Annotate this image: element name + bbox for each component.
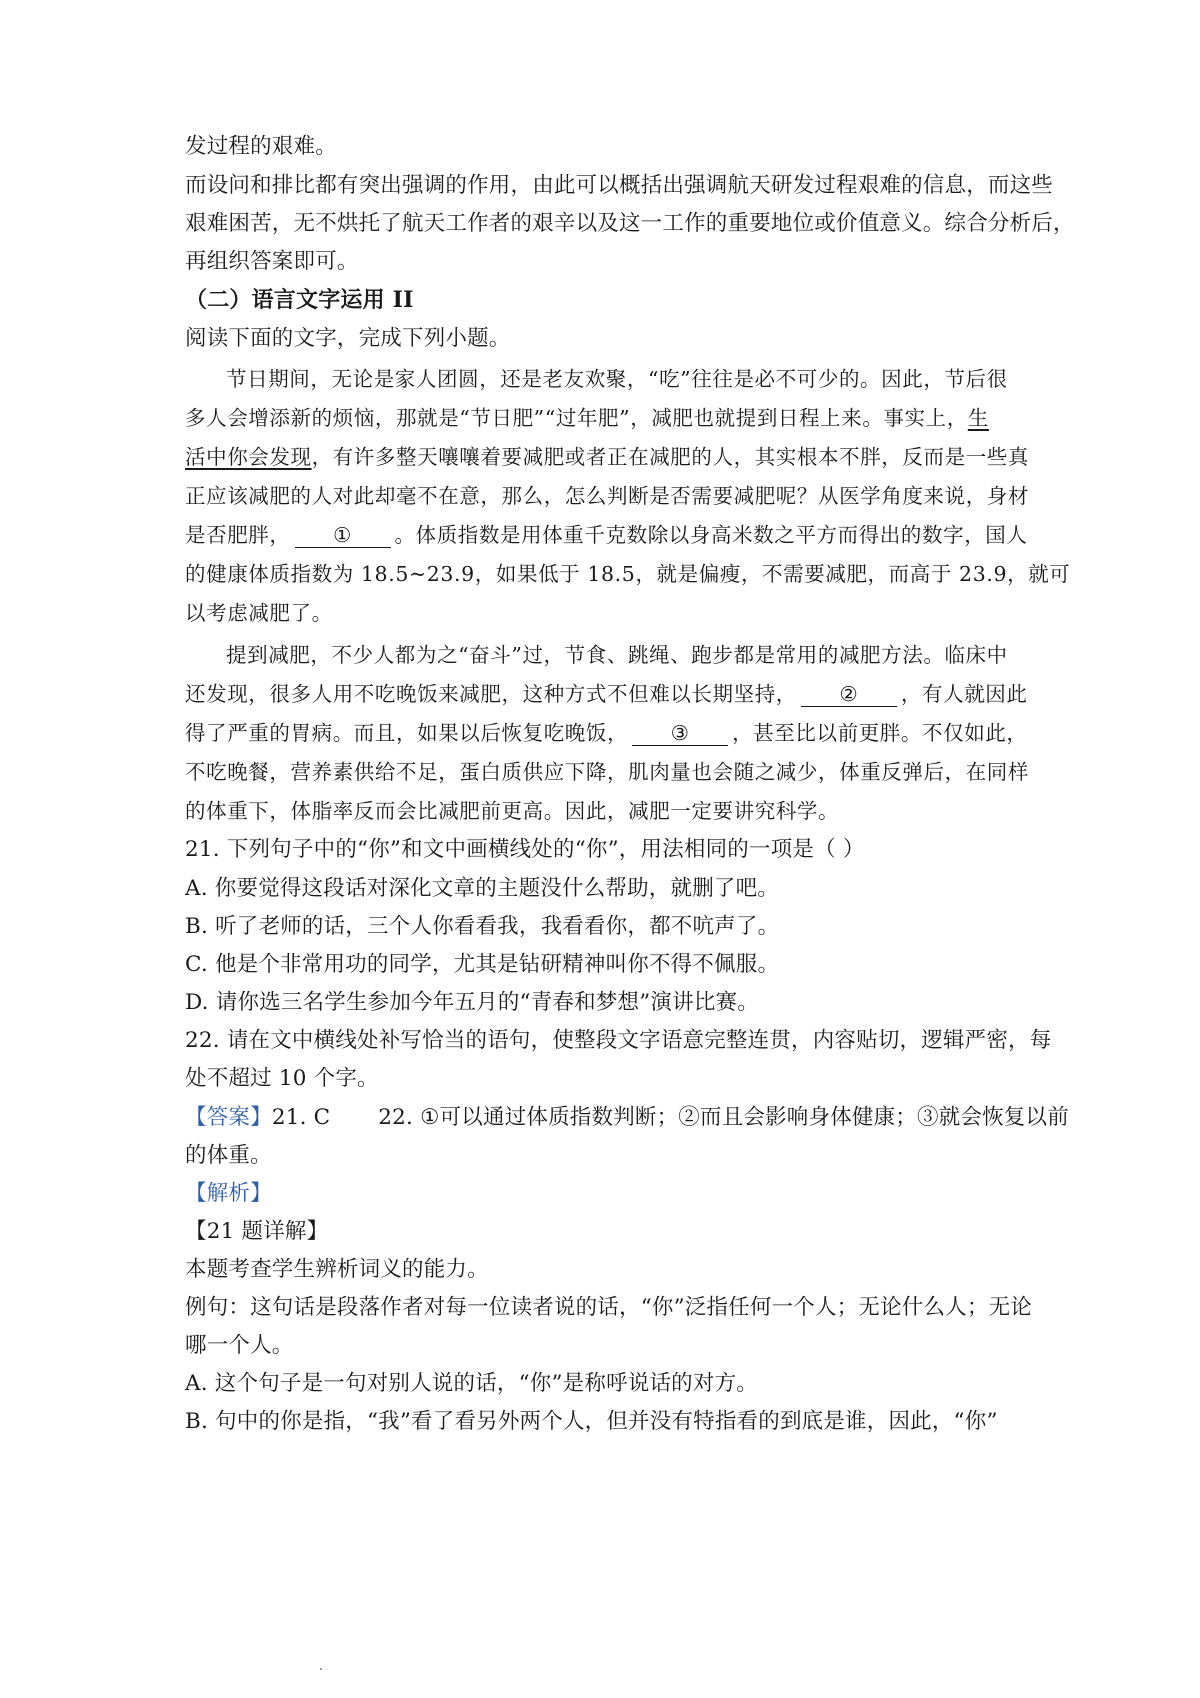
passage-text: 得了严重的胃病。而且，如果以后恢复吃晚饭，	[185, 721, 629, 745]
passage-text: 是否肥胖，	[185, 523, 291, 547]
page-speck	[320, 1668, 322, 1670]
question-22-stem: 22. 请在文中横线处补写恰当的语句，使整段文字语意完整连贯，内容贴切，逻辑严密，每	[185, 1028, 1052, 1053]
question-21-stem: 21. 下列句子中的“你”和文中画横线处的“你”，用法相同的一项是（ ）	[185, 837, 865, 862]
passage-line: 以考虑减肥了。	[185, 601, 333, 625]
passage-line	[185, 718, 1028, 748]
answer-line	[185, 1103, 1069, 1133]
passage-line: 的体重下，体脂率反而会比减肥前更高。因此，减肥一定要讲究科学。	[185, 799, 840, 823]
section-title: （二）语言文字运用 II	[185, 287, 414, 313]
fill-blank-1: ①	[295, 523, 391, 548]
passage-line	[185, 403, 989, 433]
question-22-stem-cont: 处不超过 10 个字。	[185, 1066, 379, 1091]
underlined-phrase: 生	[967, 406, 989, 430]
analysis-tag: 【解析】	[185, 1181, 272, 1206]
passage-text: ，甚至比以前更胖。不仅如此，	[732, 721, 1028, 745]
underlined-phrase: 活中你会发现	[185, 445, 312, 469]
answer-line-cont: 的体重。	[185, 1143, 272, 1168]
passage-line: 正应该减肥的人对此却毫不在意，那么，怎么判断是否需要减肥呢？从医学角度来说，身材	[185, 484, 1029, 508]
instruction-text: 阅读下面的文字，完成下列小题。	[185, 326, 511, 351]
analysis-line: 哪一个人。	[185, 1333, 294, 1358]
passage-line: 提到减肥，不少人都为之“奋斗”过，节食、跳绳、跑步都是常用的减肥方法。临床中	[226, 643, 1008, 667]
option-a: A. 你要觉得这段话对深化文章的主题没什么帮助，就删了吧。	[185, 876, 779, 901]
passage-line	[185, 520, 1028, 550]
analysis-line: 本题考查学生辨析词义的能力。	[185, 1257, 489, 1282]
passage-text: 。体质指数是用体重千克数除以身高米数之平方而得出的数字，国人	[394, 523, 1028, 547]
passage-line: 节日期间，无论是家人团圆，还是老友欢聚，“吃”往往是必不可少的。因此，节后很	[226, 367, 1008, 391]
text-line: 再组织答案即可。	[185, 249, 359, 274]
answer-21: 21. C	[271, 1105, 331, 1130]
passage-text: 多人会增添新的烦恼，那就是“节日肥”“过年肥”，减肥也就提到日程上来。事实上，	[185, 406, 968, 430]
analysis-line: B. 句中的你是指，“我”看了看另外两个人，但并没有特指看的到底是谁，因此，“你”	[185, 1409, 998, 1434]
passage-line: 的健康体质指数为 18.5~23.9，如果低于 18.5，就是偏瘦，不需要减肥，而高于 23.9，就可	[185, 562, 1071, 586]
text-line: 艰难困苦，无不烘托了航天工作者的艰辛以及这一工作的重要地位或价值意义。综合分析后，	[185, 211, 1075, 236]
passage-line: 不吃晚餐，营养素供给不足，蛋白质供应下降，肌肉量也会随之减少，体重反弹后，在同样	[185, 760, 1029, 784]
passage-line	[185, 679, 1028, 709]
option-c: C. 他是个非常用功的同学，尤其是钻研精神叫你不得不佩服。	[185, 952, 780, 977]
passage-text: ，有许多整天嚷嚷着要减肥或者正在减肥的人，其实根本不胖，反而是一些真	[311, 445, 1030, 469]
answer-22: 22. ①可以通过体质指数判断；②而且会影响身体健康；③就会恢复以前	[378, 1105, 1069, 1130]
text-line: 而设问和排比都有突出强调的作用，由此可以概括出强调航天研发过程艰难的信息，而这些	[185, 173, 1054, 198]
option-b: B. 听了老师的话，三个人你看看我，我看看你，都不吭声了。	[185, 914, 780, 939]
answer-tag: 【答案】	[185, 1105, 272, 1130]
passage-text: 还发现，很多人用不吃晚饭来减肥，这种方式不但难以长期坚持，	[185, 682, 797, 706]
analysis-line: 例句：这句话是段落作者对每一位读者说的话，“你”泛指任何一个人；无论什么人；无论	[185, 1295, 1032, 1320]
fill-blank-3: ③	[632, 721, 728, 746]
passage-text: ，有人就因此	[900, 682, 1028, 706]
fill-blank-2: ②	[801, 682, 897, 707]
text-line: 发过程的艰难。	[185, 134, 337, 159]
detail-tag: 【21 题详解】	[185, 1219, 329, 1244]
analysis-line: A. 这个句子是一句对别人说的话，“你”是称呼说话的对方。	[185, 1371, 758, 1396]
option-d: D. 请你选三名学生参加今年五月的“青春和梦想”演讲比赛。	[185, 990, 759, 1015]
passage-line	[185, 442, 1029, 472]
